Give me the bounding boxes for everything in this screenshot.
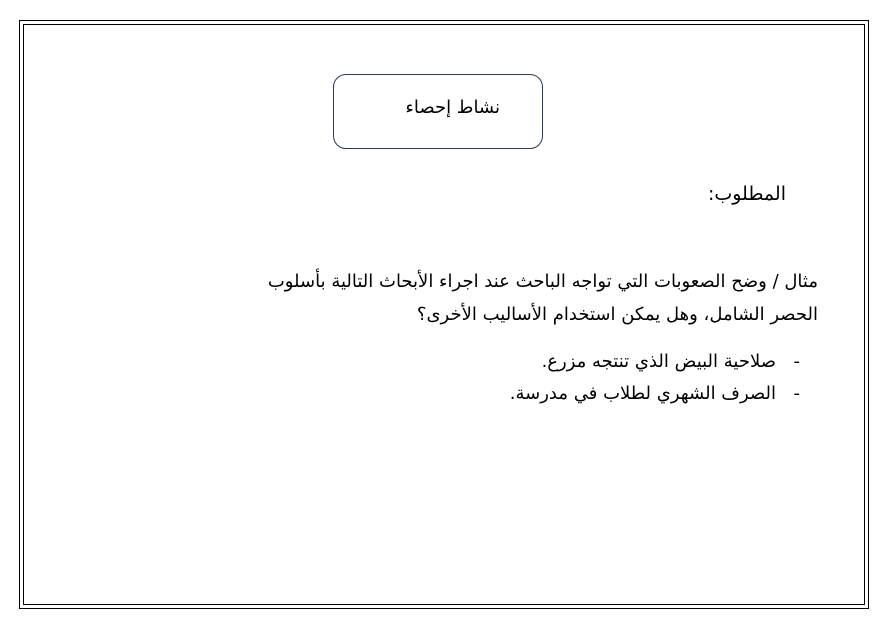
list-item-text: صلاحية البيض الذي تنتجه مزرع.	[541, 351, 776, 372]
list-item	[440, 346, 800, 378]
activity-title: نشاط إحصاء	[405, 97, 500, 118]
question-line-2: الحصر الشامل، وهل يمكن استخدام الأساليب الأخرى؟	[416, 304, 818, 325]
question-line-1: مثال / وضح الصعوبات التي تواجه الباحث عند اجراء الأبحاث التالية بأسلوب	[267, 271, 818, 292]
list-dash: -	[793, 351, 800, 372]
required-label: المطلوب:	[707, 183, 786, 205]
list-dash: -	[793, 383, 800, 404]
list-item-text: الصرف الشهري لطلاب في مدرسة.	[509, 383, 776, 404]
example-question	[130, 265, 818, 331]
research-list	[440, 346, 800, 410]
list-item	[440, 378, 800, 410]
